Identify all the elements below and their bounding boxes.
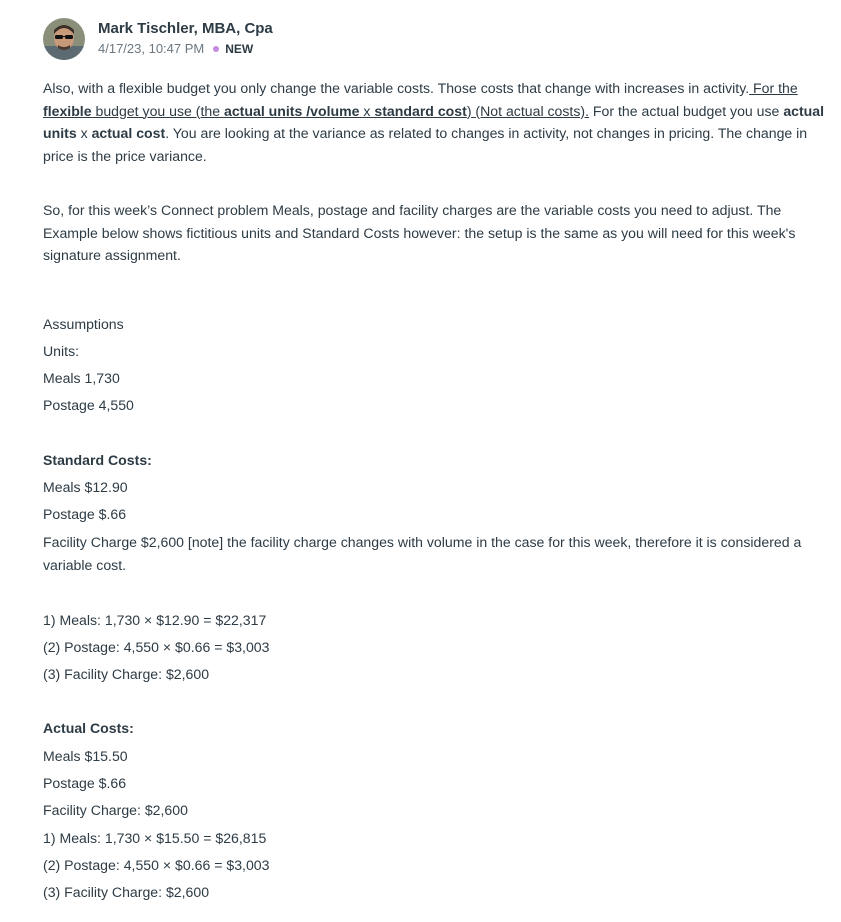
assumptions-title: Assumptions: [43, 315, 124, 332]
underlined-text: For the flexible budget you use (the actual units /volume x standard cost) (Not actual costs).: [43, 80, 798, 119]
actual-calc-meals: 1) Meals: 1,730 × $15.50 = $26,815: [43, 829, 267, 846]
standard-facility: Facility Charge $2,600 [note] the facility charge changes with volume in the case for this week, therefore it is considered a variable cost.: [43, 533, 802, 573]
units-label: Units:: [43, 342, 80, 359]
bold-text: actual units: [43, 102, 825, 141]
actual-costs-title: Actual Costs:: [43, 720, 134, 737]
text: Also, with a flexible budget you only change the variable costs. Those costs that change with increases in activity.: [43, 80, 750, 96]
post-meta: [98, 41, 253, 56]
actual-meals: Meals $15.50: [43, 747, 128, 764]
paragraph-connect-problem: So, for this week’s Connect problem Meals, postage and facility charges are the variable costs you need to adjust. The Example below shows fictitious units and Standard Costs however: the setup is the same as you will need for this week's signature assignment.: [43, 202, 796, 263]
avatar[interactable]: [43, 18, 85, 60]
standard-calc-postage: (2) Postage: 4,550 × $0.66 = $3,003: [43, 638, 270, 655]
unread-dot-icon: [213, 46, 219, 52]
actual-calc-facility: (3) Facility Charge: $2,600: [43, 884, 210, 901]
text: For the actual budget you use: [589, 102, 784, 119]
actual-calc-postage: (2) Postage: 4,550 × $0.66 = $3,003: [43, 856, 270, 873]
user-photo-icon: [43, 18, 85, 60]
bold-text: actual cost: [91, 125, 166, 141]
standard-meals: Meals $12.90: [43, 478, 128, 495]
post-body: [43, 77, 833, 907]
actual-facility: Facility Charge: $2,600: [43, 802, 188, 819]
post-timestamp: 4/17/23, 10:47 PM: [98, 41, 205, 56]
standard-costs-title: Standard Costs:: [43, 451, 152, 468]
paragraph-flexible-budget: Also, with a flexible budget you only change the variable costs. Those costs that change with increases in activity. For the flexible budget you use (the actual units /volume x standard cost) (Not actual costs). For the actual budget you use actual units x actual cost. You are looking at the variance as related to changes in activity, not changes in pricing. The change in price is the price variance.: [43, 80, 825, 164]
author-name[interactable]: Mark Tischler, MBA, Cpa: [98, 20, 273, 37]
new-badge: NEW: [225, 41, 254, 56]
units-postage: Postage 4,550: [43, 397, 134, 414]
units-meals: Meals 1,730: [43, 370, 120, 387]
standard-calc-meals: 1) Meals: 1,730 × $12.90 = $22,317: [43, 611, 267, 628]
actual-postage: Postage $.66: [43, 775, 127, 792]
standard-calc-facility: (3) Facility Charge: $2,600: [43, 666, 210, 683]
standard-postage: Postage $.66: [43, 506, 127, 523]
